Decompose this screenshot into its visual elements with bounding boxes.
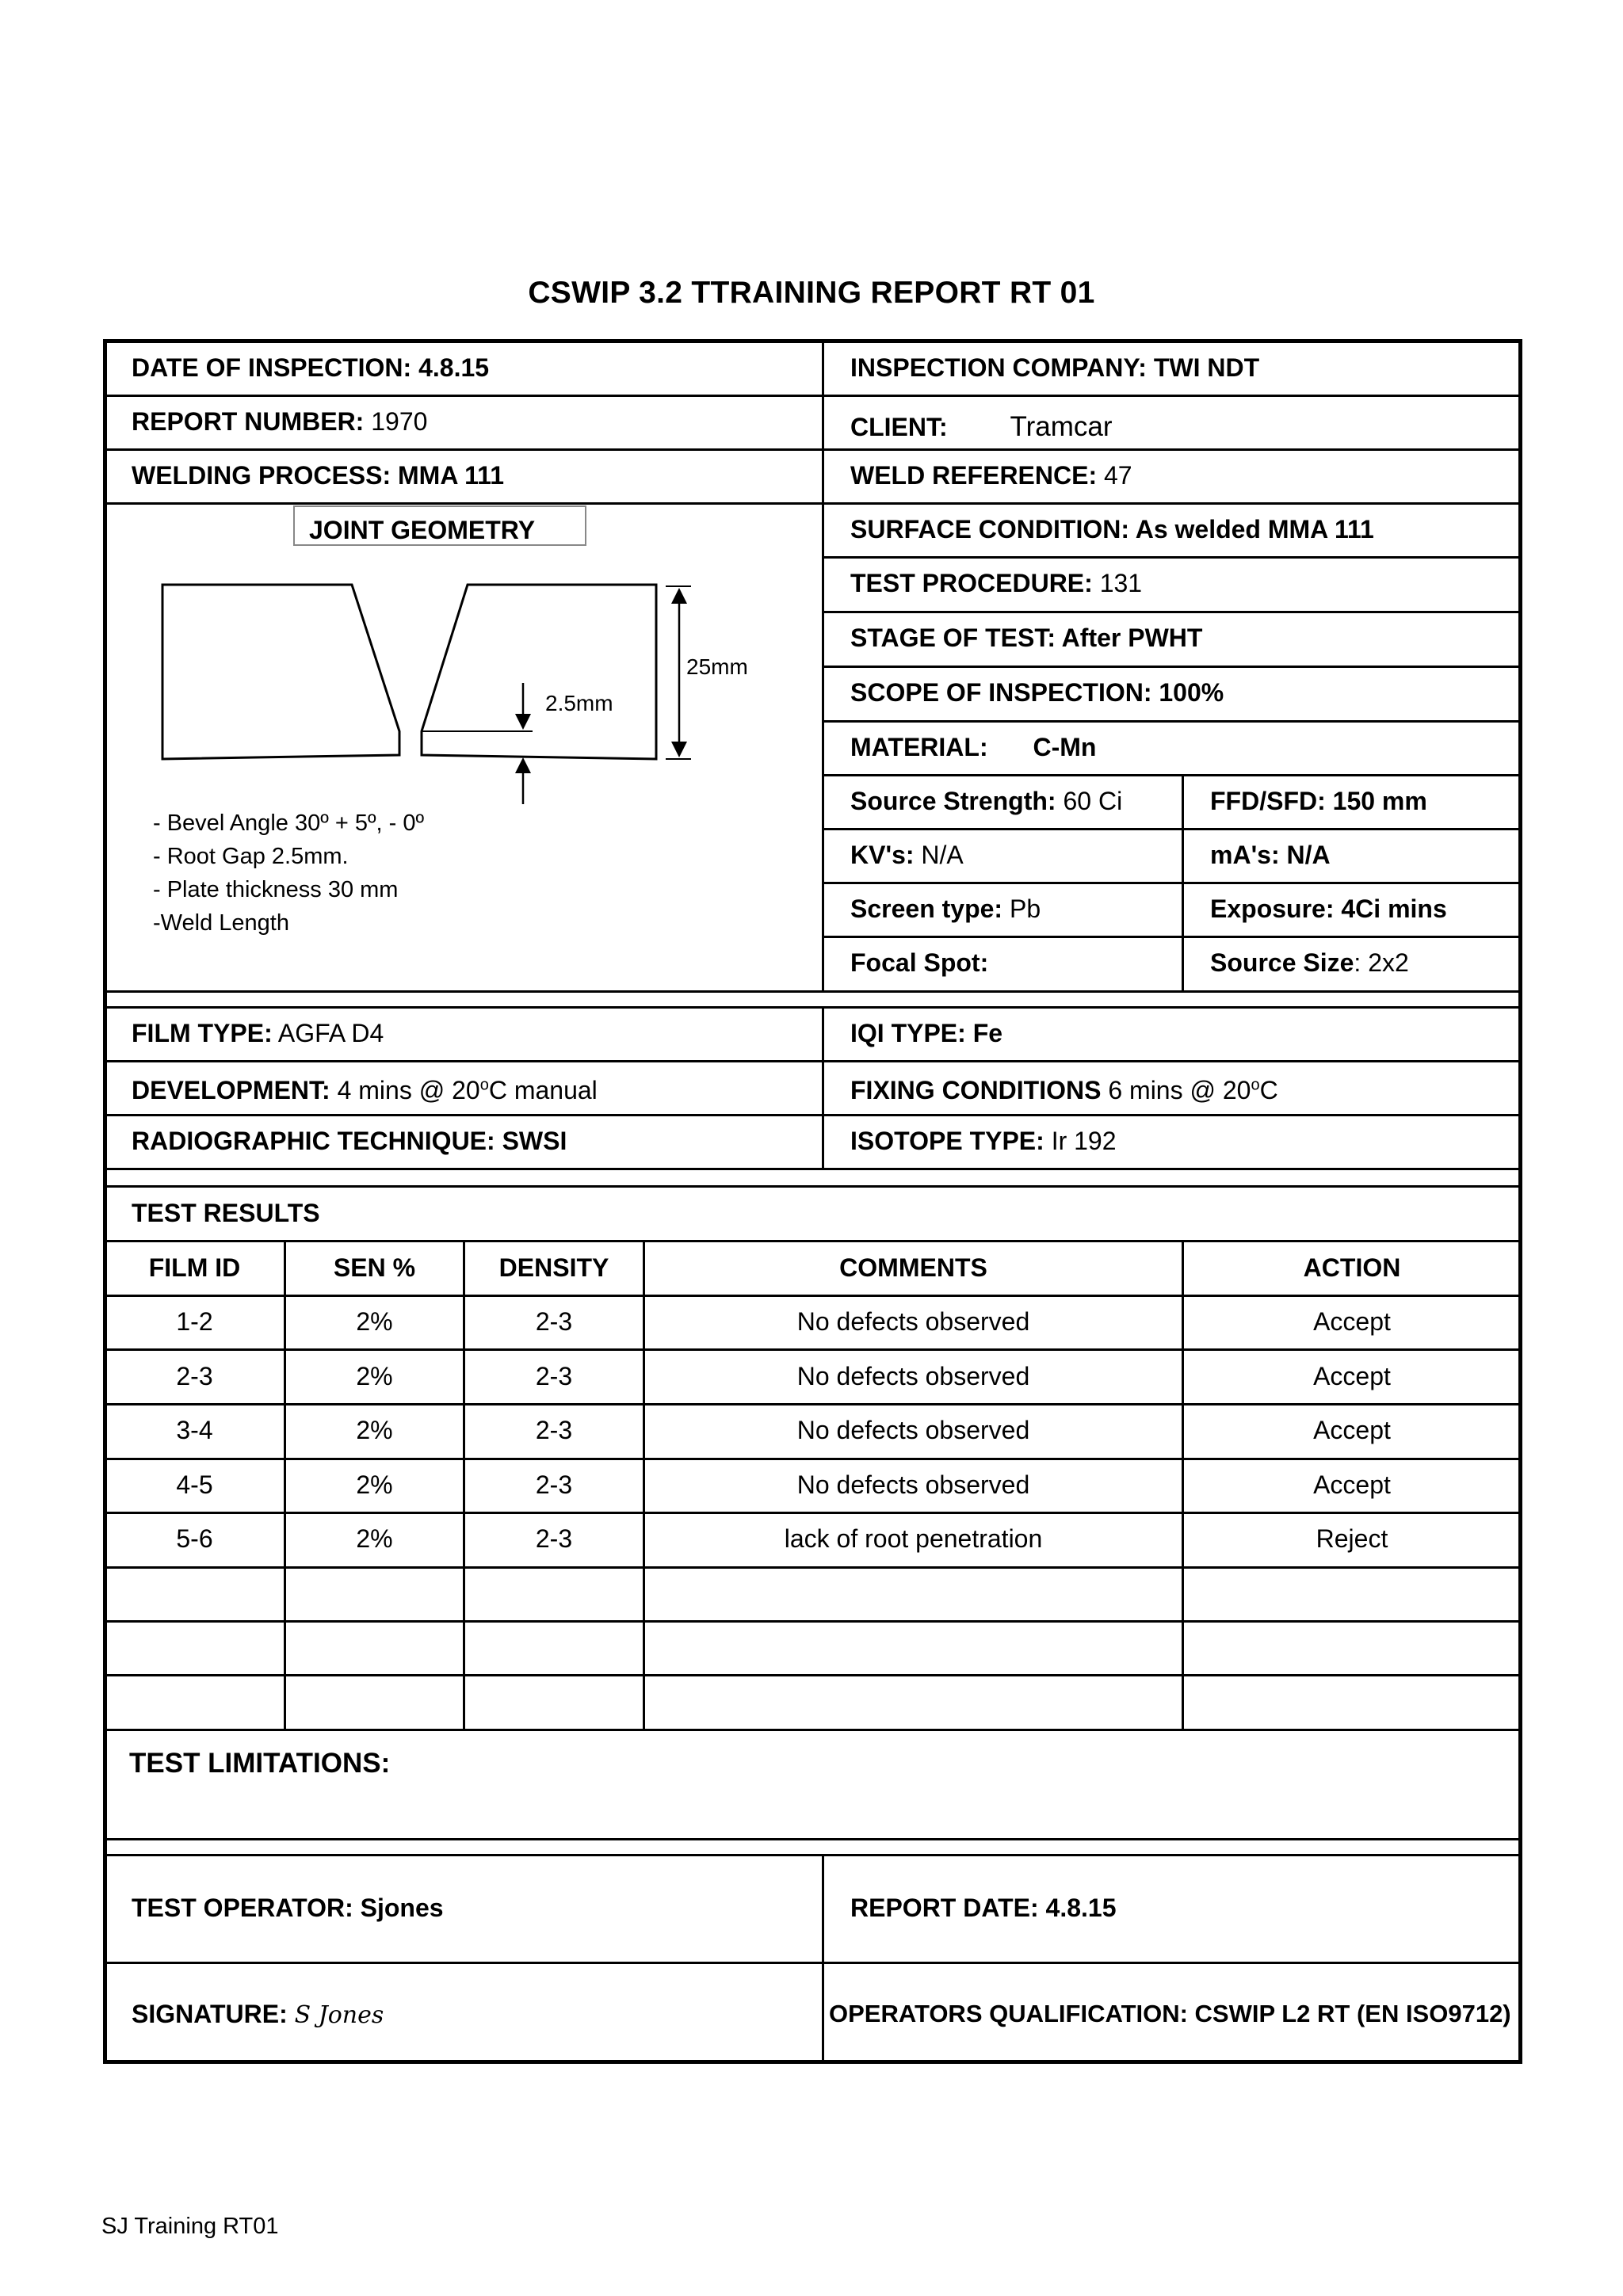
- screen-type: [850, 893, 1041, 925]
- scope-of-inspection: SCOPE OF INSPECTION: 100%: [850, 678, 1224, 707]
- result-comment: lack of root penetration: [784, 1524, 1043, 1553]
- fixing-label: FIXING CONDITIONS: [850, 1076, 1102, 1104]
- development-value-post: C manual: [488, 1076, 598, 1104]
- film-type-value: AGFA D4: [277, 1019, 384, 1047]
- date-of-inspection: DATE OF INSPECTION: 4.8.15: [132, 353, 490, 382]
- client-label: CLIENT:: [850, 413, 948, 441]
- fixing-conditions: [850, 1074, 1278, 1106]
- welding-process: WELDING PROCESS: MMA 111: [132, 461, 504, 490]
- source-strength-label: Source Strength:: [850, 787, 1056, 815]
- right-plate: [422, 585, 656, 759]
- result-comment: No defects observed: [796, 1416, 1030, 1444]
- result-action: Accept: [1313, 1470, 1391, 1499]
- thickness-arrowhead-up: [671, 588, 687, 604]
- development: [132, 1074, 598, 1106]
- note-root-gap: - Root Gap 2.5mm.: [153, 844, 349, 869]
- material-label: MATERIAL:: [850, 733, 988, 761]
- isotope-value: Ir 192: [1051, 1127, 1117, 1155]
- report-title: CSWIP 3.2 TTRAINING REPORT RT 01: [528, 276, 1095, 310]
- result-sen: 2%: [356, 1524, 393, 1553]
- focal-spot: Focal Spot:: [850, 948, 989, 977]
- page-footer: SJ Training RT01: [101, 2214, 279, 2239]
- signature-value: S Jones: [294, 2001, 384, 2029]
- col-comments: COMMENTS: [839, 1253, 987, 1282]
- report-date: REPORT DATE: 4.8.15: [850, 1894, 1117, 1922]
- isotope-type: [850, 1125, 1117, 1157]
- test-results-heading: TEST RESULTS: [132, 1199, 320, 1227]
- result-density: 2-3: [535, 1307, 573, 1336]
- client-value: Tramcar: [1010, 411, 1113, 442]
- isotope-label: ISOTOPE TYPE:: [850, 1127, 1044, 1155]
- result-density: 2-3: [535, 1470, 573, 1499]
- result-film-id: 5-6: [176, 1524, 213, 1553]
- weld-reference-label: WELD REFERENCE:: [850, 461, 1098, 490]
- result-density: 2-3: [535, 1524, 573, 1553]
- test-procedure-label: TEST PROCEDURE:: [850, 569, 1093, 597]
- result-action: Accept: [1313, 1362, 1391, 1390]
- test-operator: TEST OPERATOR: Sjones: [132, 1894, 444, 1922]
- radiographic-technique: RADIOGRAPHIC TECHNIQUE: SWSI: [132, 1127, 567, 1155]
- gap-arrowhead-up: [515, 757, 531, 773]
- signature-label: SIGNATURE:: [132, 2000, 288, 2028]
- source-strength-value: 60 Ci: [1063, 787, 1123, 815]
- fixing-degree: o: [1251, 1076, 1260, 1094]
- source-size-value: : 2x2: [1354, 948, 1409, 977]
- note-weld-length: -Weld Length: [153, 910, 289, 936]
- col-action: ACTION: [1303, 1253, 1401, 1282]
- source-size-label: Source Size: [1210, 948, 1354, 977]
- result-sen: 2%: [356, 1362, 393, 1390]
- thickness-arrowhead-down: [671, 742, 687, 757]
- development-value-pre: 4 mins @ 20: [337, 1076, 480, 1104]
- result-sen: 2%: [356, 1307, 393, 1336]
- test-procedure: [850, 567, 1142, 599]
- inspection-company: INSPECTION COMPANY: TWI NDT: [850, 353, 1260, 382]
- weld-reference-value: 47: [1104, 461, 1132, 490]
- gap-arrowhead-down: [515, 714, 531, 730]
- result-sen: 2%: [356, 1416, 393, 1444]
- result-comment: No defects observed: [796, 1362, 1030, 1390]
- dim-thickness: 25mm: [686, 654, 748, 679]
- test-procedure-value: 131: [1099, 569, 1143, 597]
- result-film-id: 2-3: [176, 1362, 213, 1390]
- note-bevel-angle: - Bevel Angle 30º + 5º, - 0º: [153, 810, 425, 836]
- col-sen: SEN %: [333, 1253, 416, 1282]
- geometry-notes: [153, 807, 424, 940]
- film-type-label: FILM TYPE:: [132, 1019, 273, 1047]
- dim-gap: 2.5mm: [545, 691, 613, 715]
- kvs-value: N/A: [921, 841, 964, 869]
- result-film-id: 1-2: [176, 1307, 213, 1336]
- kvs: [850, 839, 964, 871]
- joint-geometry-label: JOINT GEOMETRY: [309, 516, 536, 544]
- mas: mA's: N/A: [1210, 841, 1331, 869]
- result-density: 2-3: [535, 1416, 573, 1444]
- material-value: C-Mn: [1033, 733, 1097, 761]
- fixing-value-pre: 6 mins @ 20: [1108, 1076, 1251, 1104]
- col-density: DENSITY: [498, 1253, 609, 1282]
- iqi-type: IQI TYPE: Fe: [850, 1019, 1003, 1047]
- result-action: Accept: [1313, 1307, 1391, 1336]
- result-sen: 2%: [356, 1470, 393, 1499]
- surface-condition: SURFACE CONDITION: As welded MMA 111: [850, 515, 1374, 543]
- source-size: [1210, 947, 1409, 978]
- screen-type-value: Pb: [1009, 894, 1041, 923]
- left-plate: [162, 585, 399, 759]
- result-action: Accept: [1313, 1416, 1391, 1444]
- result-comment: No defects observed: [796, 1470, 1030, 1499]
- test-limitations: TEST LIMITATIONS:: [129, 1748, 391, 1779]
- report-number-label: REPORT NUMBER:: [132, 407, 365, 436]
- exposure: Exposure: 4Ci mins: [1210, 894, 1447, 923]
- film-type: [132, 1017, 384, 1049]
- report-number-value: 1970: [371, 407, 428, 436]
- result-film-id: 3-4: [176, 1416, 213, 1444]
- result-comment: No defects observed: [796, 1307, 1030, 1336]
- screen-type-label: Screen type:: [850, 894, 1003, 923]
- result-action: Reject: [1316, 1524, 1388, 1553]
- material: [850, 731, 1096, 763]
- note-plate-thickness: - Plate thickness 30 mm: [153, 877, 399, 902]
- stage-of-test: STAGE OF TEST: After PWHT: [850, 624, 1203, 652]
- kvs-label: KV's:: [850, 841, 915, 869]
- development-degree: o: [479, 1076, 489, 1094]
- result-density: 2-3: [535, 1362, 573, 1390]
- signature: [132, 1998, 384, 2031]
- result-film-id: 4-5: [176, 1470, 213, 1499]
- operators-qualification: OPERATORS QUALIFICATION: CSWIP L2 RT (EN ISO9712): [829, 2000, 1511, 2027]
- source-strength: [850, 785, 1122, 817]
- ffd-sfd: FFD/SFD: 150 mm: [1210, 787, 1427, 815]
- col-film-id: FILM ID: [148, 1253, 241, 1282]
- fixing-value-post: C: [1259, 1076, 1278, 1104]
- development-label: DEVELOPMENT:: [132, 1076, 330, 1104]
